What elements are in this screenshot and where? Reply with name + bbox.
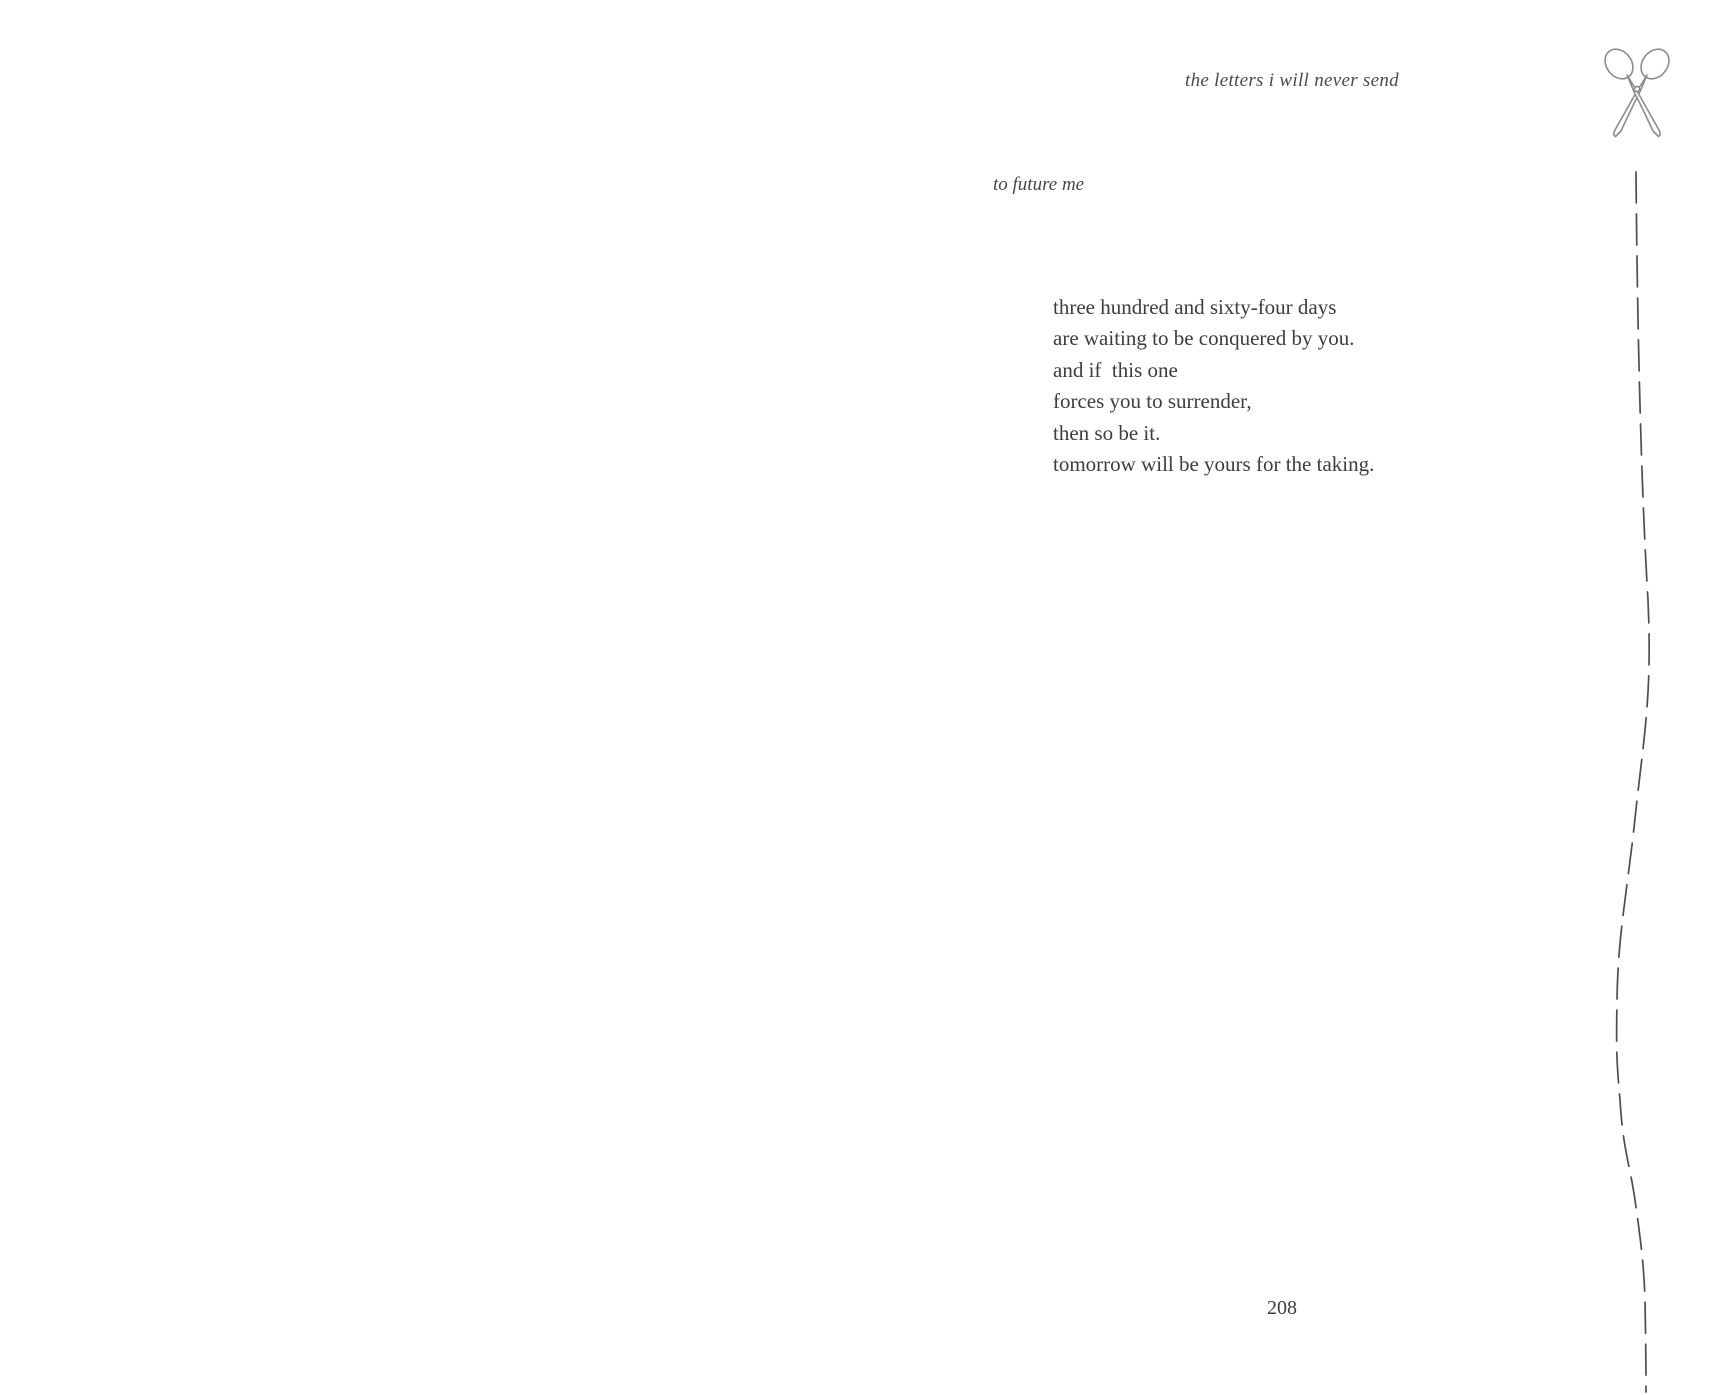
poem-line: tomorrow will be yours for the taking. [1053, 452, 1375, 477]
page-number: 208 [1267, 1297, 1297, 1319]
poem-line: and if this one [1053, 357, 1178, 382]
running-header: the letters i will never send [1185, 70, 1399, 91]
poem-line: then so be it. [1053, 420, 1161, 445]
poem-line: forces you to surrender, [1053, 389, 1252, 414]
poem-line: three hundred and sixty-four days [1053, 295, 1337, 319]
poem-title: to future me [993, 174, 1085, 195]
dashed-cut-line [1590, 0, 1660, 1395]
poem-line: are waiting to be conquered by you. [1053, 326, 1355, 351]
poem [1053, 292, 1374, 480]
